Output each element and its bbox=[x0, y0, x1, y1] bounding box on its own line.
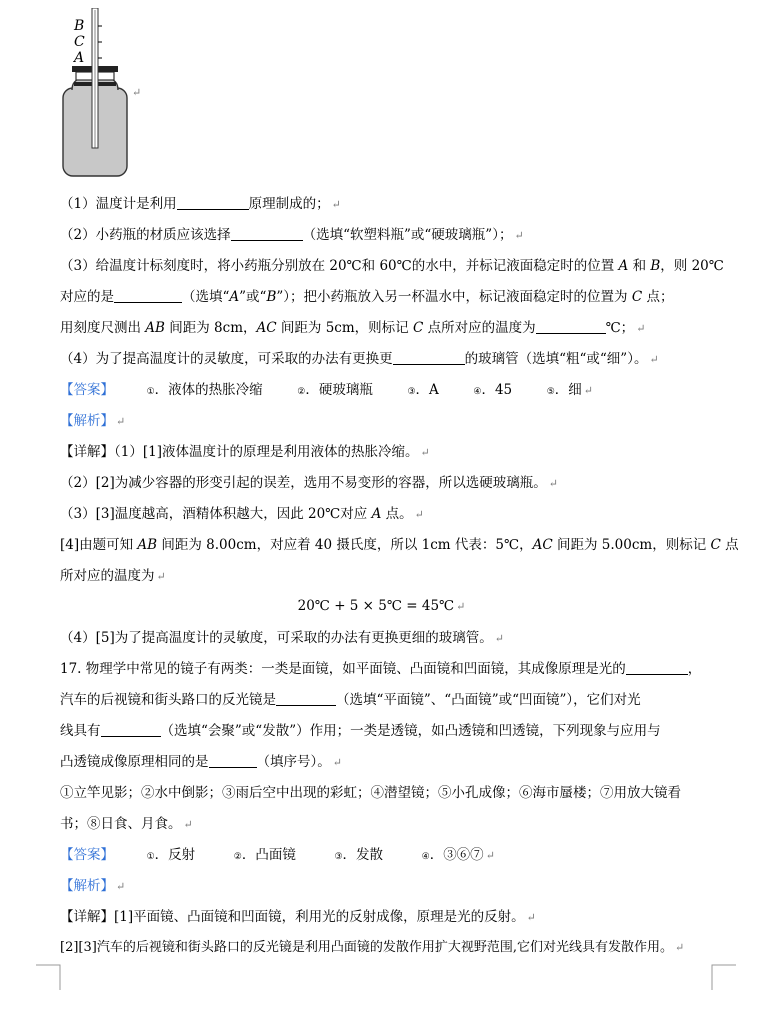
q16-part3-cont: 对应的是 （选填“A”或“B”）；把小药瓶放入另一杯温水中，标记液面稳定时的位置为 C 点； bbox=[60, 289, 674, 305]
q17-line2: 汽车的后视镜和街头路口的反光镜是 （选填“平面镜”、“凸面镜”或“凹面镜”），它们对光 bbox=[60, 692, 641, 708]
formula: 20℃ + 5 × 5℃ = 45℃ ↵ bbox=[297, 598, 466, 614]
q16-answer: 【答案】 ①．液体的热胀冷缩 ②．硬玻璃瓶 ③．A ④．45 ⑤．细 ↵ bbox=[60, 382, 594, 398]
label-c: C bbox=[74, 34, 85, 50]
q16-detail-2: （2）[2]为减少容器的形变引起的误差，选用不易变形的容器，所以选硬玻璃瓶。 ↵ bbox=[60, 475, 558, 491]
q16-detail-6: （4）[5]为了提高温度计的灵敏度，可采取的办法有更换更细的玻璃管。 ↵ bbox=[60, 630, 504, 646]
answer-label: 【答案】 bbox=[60, 382, 114, 398]
page-corner-right bbox=[710, 964, 738, 992]
q16-jiexi: 【解析】 ↵ bbox=[60, 413, 126, 429]
blank-1 bbox=[177, 195, 249, 210]
blank-2 bbox=[231, 226, 303, 241]
q16-detail-5: 所对应的温度为 ↵ bbox=[60, 568, 166, 584]
q17-blank-2 bbox=[276, 691, 336, 706]
q16-detail-4: [4]由题可知 AB 间距为 8.00cm，对应着 40 摄氏度，所以 1cm 代表：5℃，AC 间距为 5.00cm，则标记 C 点 bbox=[60, 537, 739, 553]
answer-label: 【答案】 bbox=[60, 847, 114, 863]
q16-part1: （1）温度计是利用 原理制成的； ↵ bbox=[60, 196, 341, 212]
q17-jiexi: 【解析】 ↵ bbox=[60, 878, 126, 894]
q16-part3-cont2: 用刻度尺测出 AB 间距为 8cm，AC 间距为 5cm，则标记 C 点所对应的温度为 ℃； ↵ bbox=[60, 320, 646, 336]
q17-detail-2: [2][3]汽车的后视镜和街头路口的反光镜是利用凸面镜的发散作用扩大视野范围,它们对光线具有发散作用。 ↵ bbox=[60, 940, 685, 955]
label-b: B bbox=[74, 18, 85, 34]
q17-line3: 线具有 （选填“会聚”或“发散”）作用；一类是透镜，如凸透镜和凹透镜，下列现象与应用与 bbox=[60, 723, 661, 739]
blank-5 bbox=[393, 350, 465, 365]
q17-line4: 凸透镜成像原理相同的是 （填序号）。 ↵ bbox=[60, 754, 342, 770]
q17-answer: 【答案】 ①．反射 ②．凸面镜 ③．发散 ④．③⑥⑦ ↵ bbox=[60, 847, 495, 863]
q16-detail-1: 【详解】（1）[1]液体温度计的原理是利用液体的热胀冷缩。 ↵ bbox=[60, 444, 430, 460]
blank-4 bbox=[536, 319, 606, 334]
q16-part3: （3）给温度计标刻度时，将小药瓶分别放在 20℃和 60℃的水中，并标记液面稳定时的位置 A 和 B，则 20℃ bbox=[60, 258, 724, 274]
q17-detail-1: 【详解】[1]平面镜、凸面镜和凹面镜，利用光的反射成像，原理是光的反射。 ↵ bbox=[60, 909, 536, 925]
bottle-thermometer-figure bbox=[58, 8, 138, 182]
q16-part4: （4）为了提高温度计的灵敏度，可采取的办法有更换更 的玻璃管（选填“粗“或“细”）。 ↵ bbox=[60, 351, 659, 367]
q17-line1: 17. 物理学中常见的镜子有两类：一类是面镜，如平面镜、凸面镜和凹面镜，其成像原理是光的 ， bbox=[60, 661, 702, 677]
q17-blank-3 bbox=[101, 722, 161, 737]
q17-line6: 书；⑧日食、月食。 ↵ bbox=[60, 816, 193, 832]
q16-detail-3: （3）[3]温度越高，酒精体积越大，因此 20℃对应 A 点。 ↵ bbox=[60, 506, 424, 522]
paragraph-mark: ↵ bbox=[132, 86, 142, 99]
q17-line5: ①立竿见影；②水中倒影；③雨后空中出现的彩虹；④潜望镜；⑤小孔成像；⑥海市蜃楼；⑦用放大镜看 bbox=[60, 785, 681, 801]
page-corner-left bbox=[36, 964, 64, 992]
q17-blank-1 bbox=[626, 660, 688, 675]
q16-part2: （2）小药瓶的材质应该选择 （选填“软塑料瓶”或“硬玻璃瓶”）； ↵ bbox=[60, 227, 524, 243]
blank-3 bbox=[114, 288, 182, 303]
q17-blank-4 bbox=[209, 753, 257, 768]
label-a: A bbox=[74, 50, 85, 66]
